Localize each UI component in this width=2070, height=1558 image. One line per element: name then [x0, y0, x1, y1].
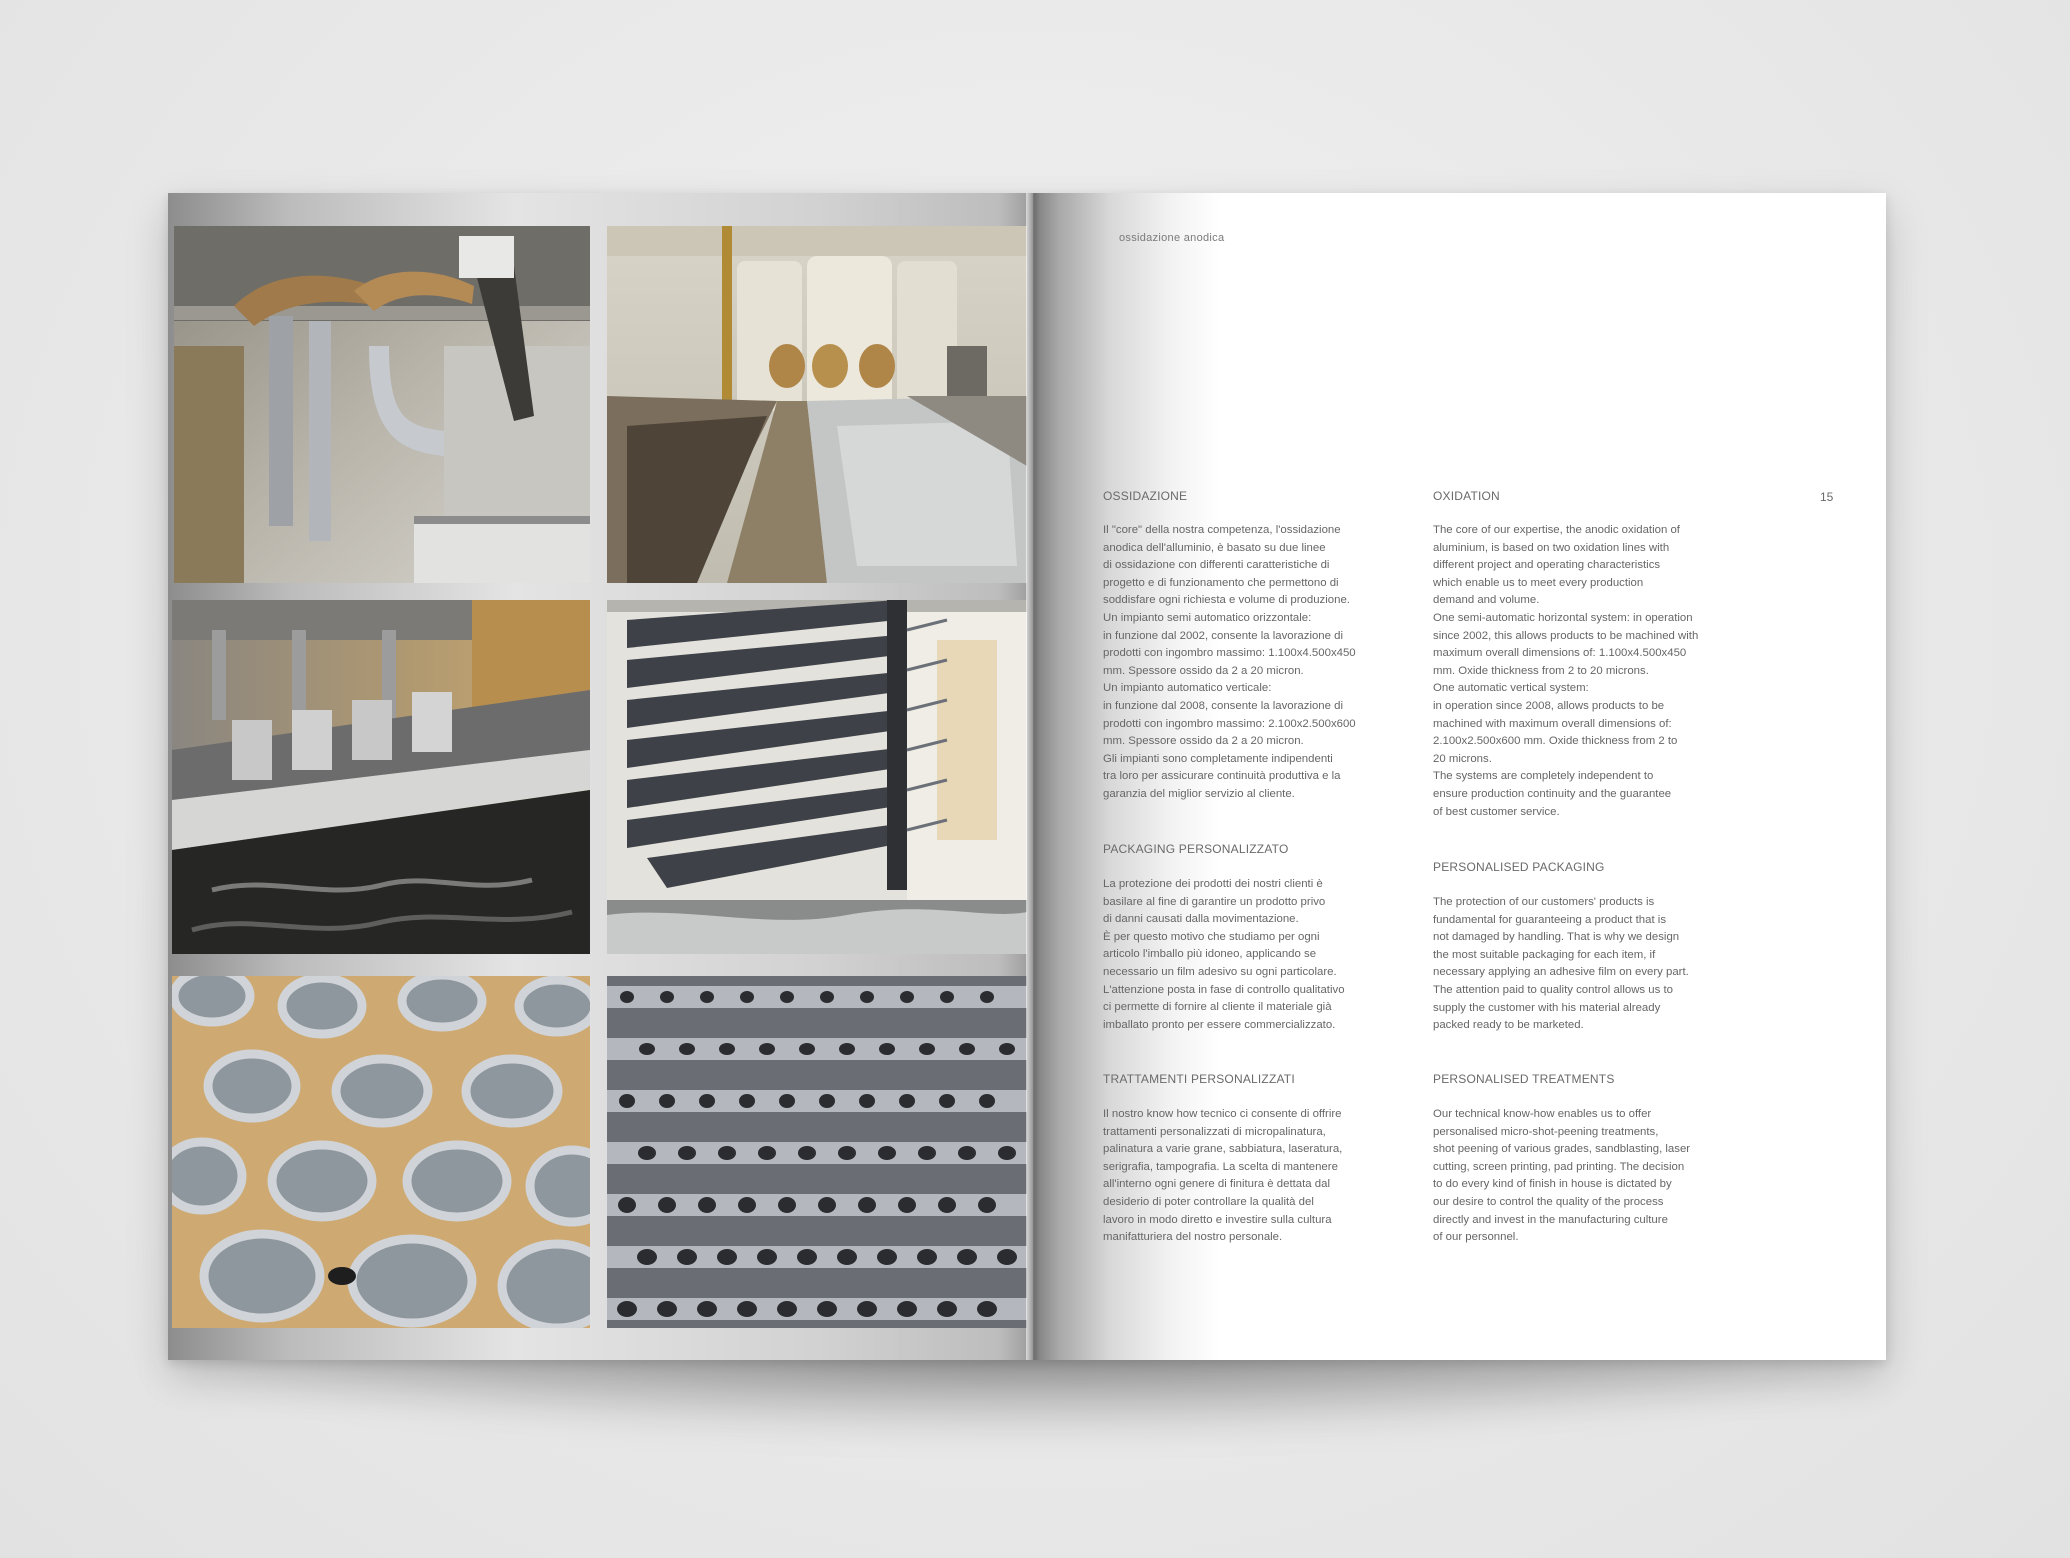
- heading-personalised-treatments: PERSONALISED TREATMENTS: [1433, 1072, 1615, 1086]
- spine-gutter: [1026, 193, 1040, 1360]
- body-personalised-treatments: Our technical know-how enables us to offer personalised micro-shot-peening treatments, shot peening of various grades, sandblasting, laser cutting, screen printing, pad printing. The decision to do every kind of finish in house is dictated by our desire to control the quality of the process directly and invest in the manufacturing culture of our personnel.: [1433, 1108, 1691, 1244]
- photo-vertical-rack: [607, 600, 1027, 954]
- heading-oxidation: OXIDATION: [1433, 489, 1500, 503]
- vertical-rack-icon: [607, 600, 1027, 954]
- heading-ossidazione: OSSIDAZIONE: [1103, 489, 1188, 503]
- heading-personalised-packaging: PERSONALISED PACKAGING: [1433, 860, 1605, 874]
- body-ossidazione: Il "core" della nostra competenza, l'ossidazione anodica dell'alluminio, è basato su due linee di ossidazione con differenti caratteristiche di progetto e di funzionamento che permettono di soddisfare ogni richiesta e volume di produzione. Un impianto semi automatico orizzontale: in funzione dal 2002, consente la lavorazione di prodotti con ingombro massimo: 1.100x4.500x450 mm. Spessore ossido da 2 a 20 micron. Un impianto automatico verticale: in funzione dal 2008, consente la lavorazione di prodotti con ingombro massimo: 2.100x2.500x600 mm. Spessore ossido da 2 a 20 micron. Gli impianti sono completamente indipendenti tra loro per assicurare continuità produttiva e la garanzia del miglior servizio al cliente.: [1103, 524, 1356, 800]
- photo-aluminium-profiles: [607, 976, 1027, 1328]
- photo-clamp-rack: [174, 226, 590, 583]
- photo-anodized-rings: [172, 976, 590, 1328]
- aluminium-profiles-icon: [607, 976, 1027, 1328]
- left-page: [168, 193, 1033, 1360]
- body-trattamenti-personalizzati: Il nostro know how tecnico ci consente di offrire trattamenti personalizzati di micropalinatura, palinatura a varie grane, sabbiatura, laseratura, serigrafia, tampografia. La scelta di mantenere all'interno ogni genere di finitura è dettata dal desiderio di poter controllare la qualità del lavoro in modo diretto e investire sulla cultura manifatturiera del nostro personale.: [1103, 1108, 1343, 1244]
- body-oxidation: The core of our expertise, the anodic oxidation of aluminium, is based on two oxidation lines with different project and operating characteristics which enable us to meet every production demand and volume. One semi-automatic horizontal system: in operation since 2002, this allows products to be machined with maximum overall dimensions of: 1.100x4.500x450 mm. Oxide thickness from 2 to 20 microns. One automatic vertical system: in operation since 2008, allows products to be machined with maximum overall dimensions of: 2.100x2.500x600 mm. Oxide thickness from 2 to 20 microns. The systems are completely independent to ensure production continuity and the guarantee of best customer service.: [1433, 524, 1699, 818]
- anodized-rings-icon: [172, 976, 590, 1328]
- body-personalised-packaging: The protection of our customers' products is fundamental for guaranteeing a product that is not damaged by handling. That is why we design the most suitable packaging for each item, if necessary applying an adhesive film on every part. The attention paid to quality control allows us to supply the customer with his material already packed ready to be marketed.: [1433, 896, 1689, 1032]
- photo-treatment-tanks: [607, 226, 1027, 583]
- treatment-tanks-icon: [607, 226, 1027, 583]
- heading-packaging-personalizzato: PACKAGING PERSONALIZZATO: [1103, 842, 1289, 856]
- running-head: ossidazione anodica: [1119, 232, 1225, 244]
- heading-trattamenti-personalizzati: TRATTAMENTI PERSONALIZZATI: [1103, 1072, 1295, 1086]
- body-packaging-personalizzato: La protezione dei prodotti dei nostri clienti è basilare al fine di garantire un prodotto privo di danni causati dalla movimentazione. È per questo motivo che studiamo per ogni articolo l'imballo più idoneo, applicando se necessario un film adesivo su ogni particolare. L'attenzione posta in fase di controllo qualitativo ci permette di fornire al cliente il materiale già imballato pronto per essere commercializzato.: [1103, 878, 1345, 1031]
- photo-anodizing-bath: [172, 600, 590, 954]
- clamp-rack-icon: [174, 226, 590, 583]
- anodizing-bath-icon: [172, 600, 590, 954]
- page-number: 15: [1820, 490, 1834, 504]
